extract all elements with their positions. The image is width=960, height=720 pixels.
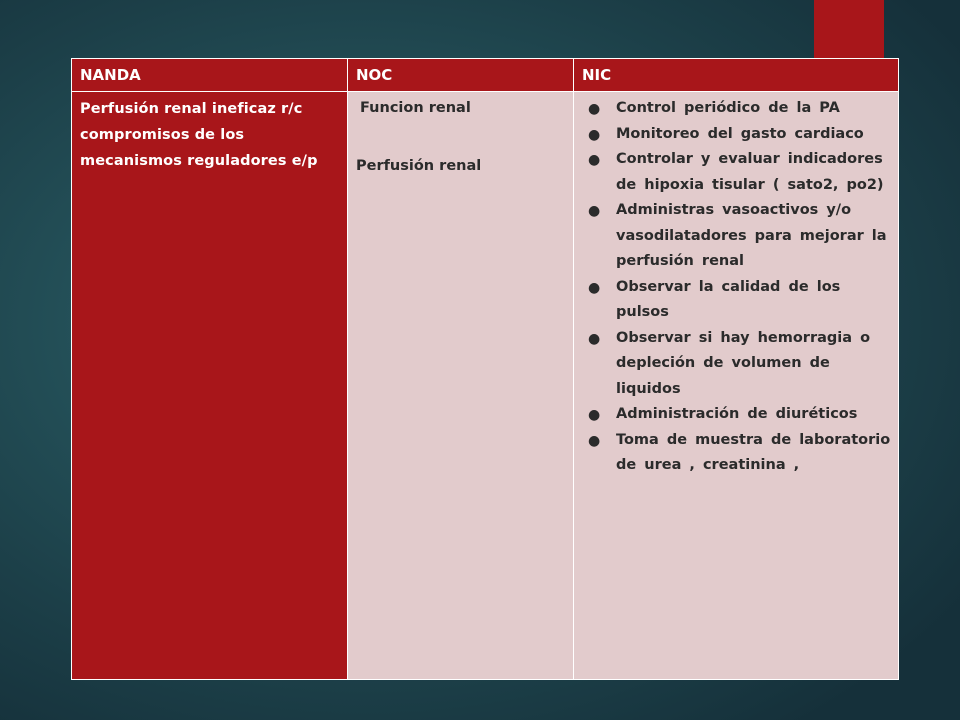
list-item: ● Control periódico de la PA: [574, 96, 894, 122]
list-item: ● Administras vasoactivos y/o vasodilatadores para mejorar la perfusión renal: [574, 198, 894, 275]
table-header-row: [72, 59, 899, 92]
bullet-dot-icon: ●: [588, 279, 601, 296]
bullet-dot-icon: ●: [588, 152, 601, 168]
nic-cell: [574, 92, 899, 680]
list-item: ● Monitoreo del gasto cardiaco: [574, 122, 894, 148]
nic-list: [574, 96, 894, 479]
list-item: ● Observar si hay hemorragia o depleción de volumen de liquidos: [574, 326, 894, 403]
list-item: ● Toma de muestra de laboratorio de urea , creatinina ,: [574, 428, 894, 479]
header-nanda: NANDA: [72, 59, 348, 92]
list-item: ● Observar la calidad de los pulsos: [574, 275, 894, 326]
noc-cell: [348, 92, 574, 680]
table-row: [72, 92, 899, 680]
bullet-dot-icon: ●: [588, 407, 601, 423]
nanda-cell: Perfusión renal ineficaz r/c compromisos de los mecanismos reguladores e/p: [72, 92, 348, 680]
header-noc: NOC: [348, 59, 574, 92]
list-item: ● Controlar y evaluar indicadores de hipoxia tisular ( sato2, po2): [574, 147, 894, 198]
bullet-dot-icon: ●: [588, 126, 601, 143]
noc-outcome-1: Funcion renal: [360, 100, 471, 116]
bullet-dot-icon: ●: [588, 330, 601, 347]
accent-bar: [814, 0, 884, 60]
header-nic: NIC: [574, 59, 899, 92]
bullet-dot-icon: ●: [588, 432, 601, 449]
list-item: ● Administración de diuréticos: [574, 402, 894, 428]
bullet-dot-icon: ●: [588, 101, 601, 117]
care-plan-table: [71, 58, 899, 680]
noc-outcome-2: Perfusión renal: [356, 158, 482, 174]
bullet-dot-icon: ●: [588, 203, 601, 219]
